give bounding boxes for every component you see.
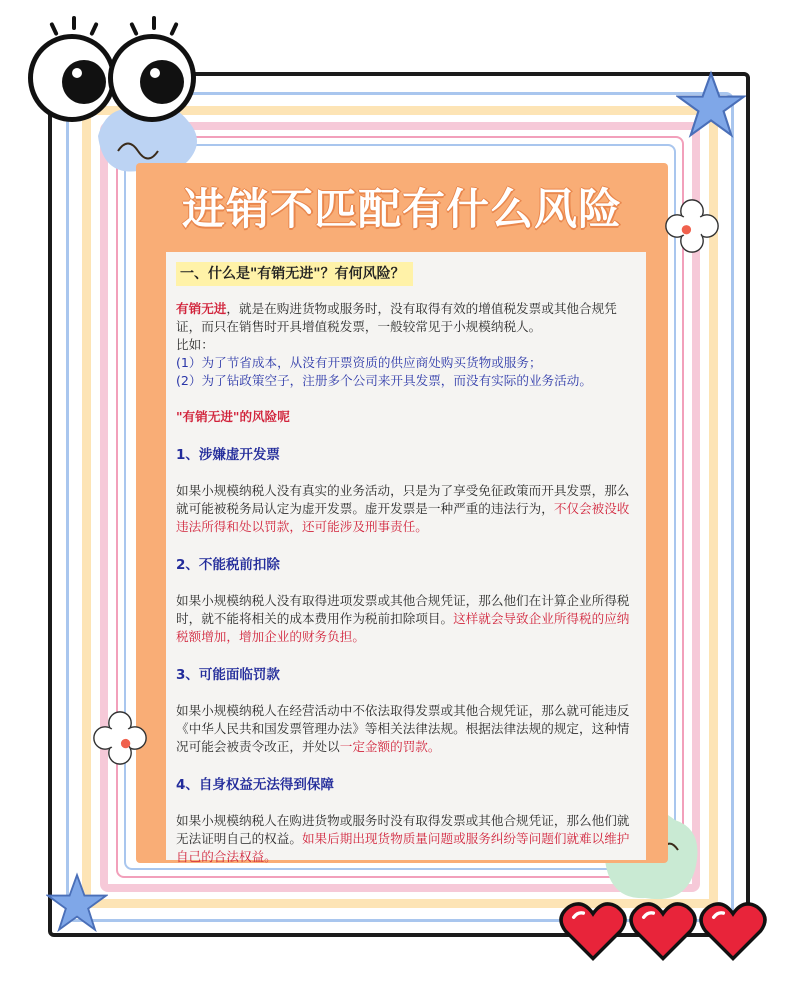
- example-item: (1）为了节省成本，从没有开票资质的供应商处购买货物或服务；: [176, 355, 542, 370]
- heart-icon: [558, 900, 628, 962]
- risk-2-body: [176, 592, 640, 646]
- glint-icon: [72, 68, 82, 78]
- pupil-icon: [62, 60, 106, 104]
- star-icon: [46, 872, 108, 934]
- risk-heading: "有销无进"的风险呢: [176, 409, 290, 424]
- risk-3-heading: 3、可能面临罚款: [176, 667, 280, 683]
- risk-body-text: 如果小规模纳税人没有真实的业务活动，只是为了享受免征政策而开具发票，那么就可能被税务局认定为虚开发票。虚开发票是一种严重的违法行为，: [176, 483, 630, 516]
- risk-highlight: 如果后期出现货物质量问题或服务纠纷等问题们就难以维护自己的合法权益。: [176, 831, 630, 864]
- risk-1-heading: 1、涉嫌虚开发票: [176, 447, 280, 463]
- pupil-icon: [140, 60, 184, 104]
- example-item: (2）为了钻政策空子，注册多个公司来开具发票，而没有实际的业务活动。: [176, 373, 592, 388]
- risk-1-body: [176, 482, 640, 536]
- example-label: 比如：: [176, 337, 214, 352]
- eyelash-icon: [49, 22, 59, 36]
- term-highlight: 有销无进: [176, 301, 227, 316]
- risk-2-heading: 2、不能税前扣除: [176, 557, 280, 573]
- risk-3-body: [176, 702, 640, 756]
- risk-4-body: [176, 812, 640, 866]
- section-heading: 一、什么是"有销无进"？有何风险？: [176, 262, 413, 286]
- flower-icon: [664, 198, 720, 254]
- glint-icon: [150, 68, 160, 78]
- flower-icon: [92, 710, 148, 766]
- risk-highlight: 不仅会被没收违法所得和处以罚款，还可能涉及刑事责任。: [176, 501, 630, 534]
- heart-icon: [698, 900, 768, 962]
- risk-body-text: 如果小规模纳税人在购进货物或服务时没有取得发票或其他合规凭证，那么他们就无法证明自己的权益。: [176, 813, 630, 846]
- eyelash-icon: [89, 22, 99, 36]
- eyelash-icon: [72, 16, 76, 30]
- risk-highlight: 这样就会导致企业所得税的应纳税额增加，增加企业的财务负担。: [176, 611, 630, 644]
- risk-4-heading: 4、自身权益无法得到保障: [176, 777, 334, 793]
- page-title: 进销不匹配有什么风险: [182, 185, 622, 235]
- eyelash-icon: [152, 16, 156, 30]
- risk-body-text: 如果小规模纳税人在经营活动中不依法取得发票或其他合规凭证，那么就可能违反《中华人民共和国发票管理办法》等相关法律法规。根据法律法规的规定，这种情况可能会被责令改正，并处以: [176, 703, 630, 754]
- heart-icon: [628, 900, 698, 962]
- eyelash-icon: [129, 22, 139, 36]
- risk-highlight: 一定金额的罚款。: [339, 739, 441, 754]
- risk-body-text: 如果小规模纳税人没有取得进项发票或其他合规凭证，那么他们在计算企业所得税时，就不能将相关的成本费用作为税前扣除项目。: [176, 593, 630, 626]
- article-content: [176, 262, 640, 866]
- star-icon: [676, 70, 746, 140]
- definition-paragraph: [176, 300, 640, 336]
- eyelash-icon: [169, 22, 179, 36]
- definition-text: ，就是在购进货物或服务时，没有取得有效的增值税发票或其他合规凭证，而只在销售时开具增值税发票，一般较常见于小规模纳税人。: [176, 301, 617, 334]
